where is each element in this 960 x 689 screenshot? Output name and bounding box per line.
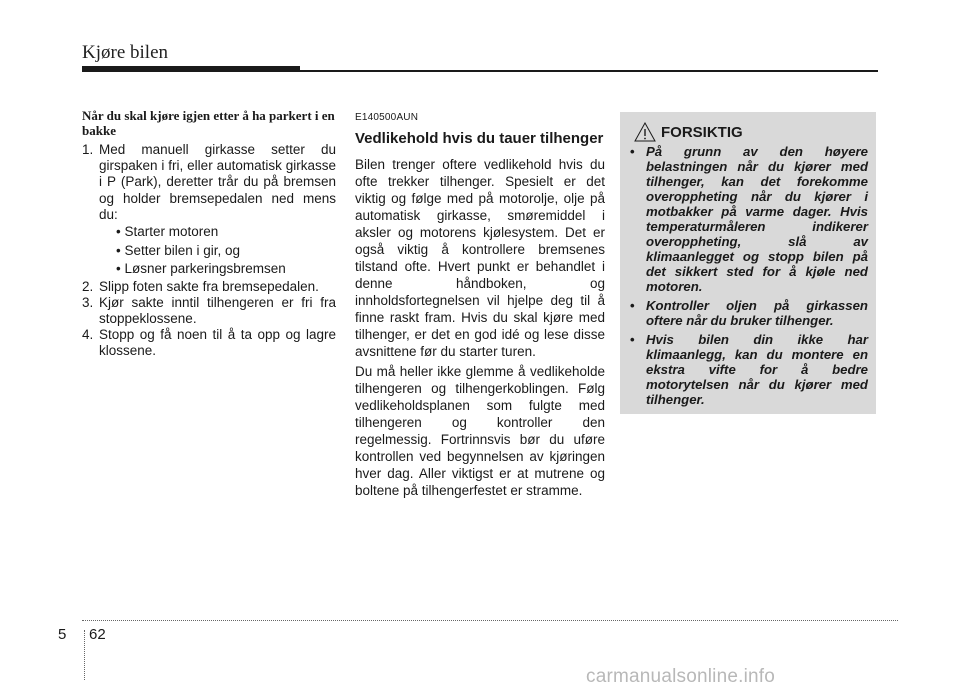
caution-item-text: På grunn av den høyere belastningen når du kjører med tilhenger, kan det forekomme overoppheting når du kjører i motbakker på varme dager. Hvis temperaturmåleren indikerer overoppheting, slå av klimaanlegget og stopp bilen på det sikkert sted for å kjøle ned motoren. [646, 144, 868, 294]
step-number: 4. [82, 327, 94, 343]
header-rule-thick [82, 66, 300, 72]
bullet-glyph: • [630, 144, 635, 159]
sub-bullet-item: • Løsner parkeringsbremsen [116, 261, 286, 277]
caution-item [630, 332, 868, 407]
watermark-text: carmanualsonline.info [586, 666, 776, 687]
header-rule-thin [300, 70, 878, 72]
body-paragraph: Du må heller ikke glemme å vedlikeholde tilhengeren og tilhengerkoblingen. Følg vedlikeholdsplanen som fulgte med tilhengeren og kontroller den regelmessig. Fortrinnsvis bør du uføre kontrollen ved begynnelsen av kjøringen hver dag. Aller viktigst er at mutrene og boltene på tilhengerfestet er stramme. [355, 363, 605, 498]
bullet-glyph: • [630, 298, 635, 313]
caution-item [630, 298, 868, 328]
bullet-glyph: • [630, 332, 635, 347]
left-column [82, 108, 336, 360]
step-text: Slipp foten sakte fra bremsepedalen. [99, 278, 319, 294]
section-code: E140500AUN [355, 112, 419, 123]
step-item [82, 327, 336, 359]
step-item [82, 279, 336, 295]
footer-rule [82, 620, 898, 622]
section-title: Vedlikehold hvis du tauer tilhenger [355, 130, 604, 147]
step-text: Kjør sakte inntil tilhengeren er fri fra stoppeklossene. [99, 294, 336, 326]
step-number: 3. [82, 294, 94, 310]
sub-bullet-item: • Setter bilen i gir, og [116, 242, 241, 258]
caution-box [620, 112, 876, 414]
step-number: 2. [82, 278, 94, 294]
step-item [82, 295, 336, 327]
page-number: 62 [89, 626, 106, 643]
body-paragraph: Bilen trenger oftere vedlikehold hvis du ofte trekker tilhenger. Spesielt er det viktig og følge med på motorolje, olje på automatisk girkasse, smøremiddel i aksler og motorens kjølesystem. Det er også viktig å kontrollere bremsenes tilstand ofte. Hvert punkt er behandlet i denne håndboken, og innholdsfortegnelsen vil hjelpe deg til å finne raskt fram. Hvis du skal kjøre med tilhenger, er det en god idé og lese disse avsnittene før du starter turen. [355, 156, 605, 359]
step-number: 1. [82, 142, 94, 157]
caution-list [630, 144, 868, 411]
step-item [82, 142, 336, 279]
warning-triangle-icon [634, 122, 656, 142]
steps-list [82, 142, 336, 360]
caution-header [634, 122, 743, 142]
caution-item-text: Kontroller oljen på girkassen oftere når du bruker tilhenger. [646, 298, 868, 328]
caution-item [630, 144, 868, 294]
step-text: Med manuell girkasse setter du girspaken i fri, eller automatisk girkasse i P (Park), deretter trår du på bremsen og holder bremsepedalen ned mens du: [99, 142, 336, 222]
middle-column [355, 108, 605, 503]
sub-bullet-list [99, 223, 336, 279]
footer-divider [84, 630, 85, 680]
caution-item-text: Hvis bilen din ikke har klimaanlegg, kan du montere en ekstra vifte for å bedre motorytelsen når du kjører med tilhenger. [646, 332, 868, 407]
sub-bullet-item: • Starter motoren [116, 224, 219, 240]
page-header-title: Kjøre bilen [82, 42, 169, 63]
caution-title: FORSIKTIG [661, 123, 743, 141]
step-text: Stopp og få noen til å ta opp og lagre klossene. [99, 327, 336, 359]
section-number: 5 [58, 626, 67, 643]
left-subheading: Når du skal kjøre igjen etter å ha parkert i en bakke [82, 108, 335, 138]
